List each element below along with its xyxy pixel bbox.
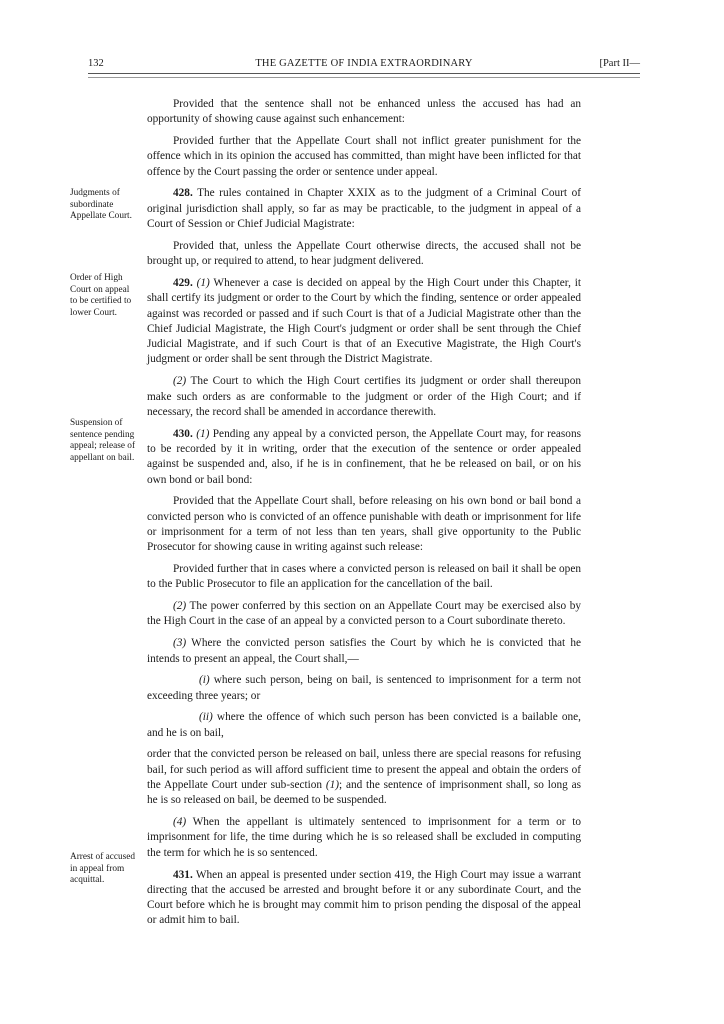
- document-body: [147, 97, 581, 935]
- subsection-reference: (1): [325, 779, 340, 792]
- clause-number: (i): [199, 674, 210, 687]
- section-text: Where the convicted person satisfies the Court by which he is convicted that he intends to present an appeal, the Court shall,—: [147, 637, 581, 665]
- section-429-sub-2: [147, 374, 581, 420]
- clause-ii: [147, 710, 581, 741]
- section-text: Whenever a case is decided on appeal by the High Court under this Chapter, it shall certify its judgment or order to the Court by which the finding, sentence or order appealed against was recorded or passed and if such Court is that of a Judicial Magistrate other than the Chief Judicial Magistrate, the High Court's judgment or order shall be sent through the Chief Judicial Magistrate, and if such Court is that of an Executive Magistrate, the High Court's judgment or order shall be sent through the District Magistrate.: [147, 276, 582, 366]
- section-text: The Court to which the High Court certifies its judgment or order shall thereupon make such orders as are conformable to the judgment or order of the High Court; and if necessary, the record shall be amended in accordance therewith.: [147, 375, 581, 418]
- clause-text: where such person, being on bail, is sentenced to imprisonment for a term not exceeding three years; or: [147, 674, 581, 702]
- section-number: 428.: [173, 187, 193, 200]
- section-430-sub-4: [147, 815, 581, 861]
- section-number: 431.: [173, 868, 193, 881]
- section-431: [147, 868, 581, 929]
- section-428: [147, 186, 581, 232]
- section-430-sub-1: [147, 427, 581, 488]
- section-number: 430.: [173, 427, 193, 440]
- subsection-number: (1): [196, 427, 210, 440]
- section-430-sub-3: [147, 636, 581, 667]
- subsection-number: (1): [196, 276, 210, 289]
- margin-note-429: Order of High Court on appeal to be certified to lower Court.: [70, 273, 132, 318]
- page-number: 132: [88, 58, 104, 69]
- margin-note-428: Judgments of subordinate Appellate Court.: [70, 188, 132, 222]
- proviso-paragraph: Provided that, unless the Appellate Court otherwise directs, the accused shall not be brought up, or required to attend, to hear judgment delivered.: [147, 239, 581, 268]
- page-header: [88, 56, 640, 72]
- proviso-paragraph: Provided that the Appellate Court shall, before releasing on his own bond or bail bond a convicted person who is convicted of an offence punishable with death or imprisonment for life or imprisonment for a term of not less than ten years, shall give opportunity to the Public Prosecutor for showing cause in writing against such release:: [147, 495, 581, 554]
- order-text: order that the convicted person be released on bail, unless there are special reasons for refusing bail, for such period as will afford sufficient time to present the appeal and obtain the orders of the Appellate Court under sub-section: [147, 748, 581, 792]
- proviso-paragraph: Provided further that the Appellate Court shall not inflict greater punishment for the offence which in its opinion the accused has committed, than might have been inflicted for that offence by the Court passing the order or sentence under appeal.: [147, 135, 581, 178]
- gazette-title: THE GAZETTE OF INDIA EXTRAORDINARY: [255, 58, 473, 69]
- section-text: Pending any appeal by a convicted person, the Appellate Court may, for reasons to be recorded by it in writing, order that the execution of the sentence or order appealed against be suspended and, also, if he is in confinement, that he be released on bail, or on his own bond or bail bond:: [147, 427, 581, 486]
- section-text: The rules contained in Chapter XXIX as to the judgment of a Criminal Court of original jurisdiction shall apply, so far as may be practicable, to the judgment in appeal of a Court of Session or Chief Judicial Magistrate:: [147, 187, 581, 231]
- section-number: 429.: [173, 276, 193, 289]
- section-430-sub-2: [147, 599, 581, 630]
- margin-note-431: Arrest of accused in appeal from acquittal.: [70, 852, 136, 886]
- proviso-paragraph: Provided further that in cases where a convicted person is released on bail it shall be open to the Public Prosecutor to file an application for the cancellation of the bail.: [147, 563, 581, 591]
- subsection-number: (3): [173, 637, 187, 650]
- proviso-paragraph: Provided that the sentence shall not be enhanced unless the accused has had an opportunity of showing cause against such enhancement:: [147, 98, 581, 126]
- subsection-number: (2): [173, 600, 187, 613]
- subsection-number: (2): [173, 375, 187, 388]
- clause-number: (ii): [199, 711, 213, 724]
- clause-text: where the offence of which such person has been convicted is a bailable one, and he is on bail,: [147, 711, 581, 739]
- section-text: When the appellant is ultimately sentenced to imprisonment for a term or to imprisonment for life, the time during which he is so released shall be excluded in computing the term for which he is so sentenced.: [147, 816, 581, 859]
- order-paragraph: [147, 747, 581, 808]
- section-429-sub-1: [147, 276, 581, 368]
- clause-i: [147, 673, 581, 704]
- header-rule: [88, 73, 640, 78]
- subsection-number: (4): [173, 816, 187, 829]
- part-label: [Part II—: [599, 58, 640, 69]
- margin-note-430: Suspension of sentence pending appeal; release of appellant on bail.: [70, 418, 136, 463]
- section-text: When an appeal is presented under section 419, the High Court may issue a warrant directing that the accused be arrested and brought before it or any subordinate Court, and the Court before which he is brought may commit him to prison pending the disposal of the appeal or admit him to bail.: [147, 868, 581, 927]
- order-text: ; and the sentence of imprisonment shall, so long as he is so released on bail, be deemed to be suspended.: [147, 779, 581, 807]
- section-text: The power conferred by this section on an Appellate Court may be exercised also by the High Court in the case of an appeal by a convicted person to a Court subordinate thereto.: [147, 600, 581, 628]
